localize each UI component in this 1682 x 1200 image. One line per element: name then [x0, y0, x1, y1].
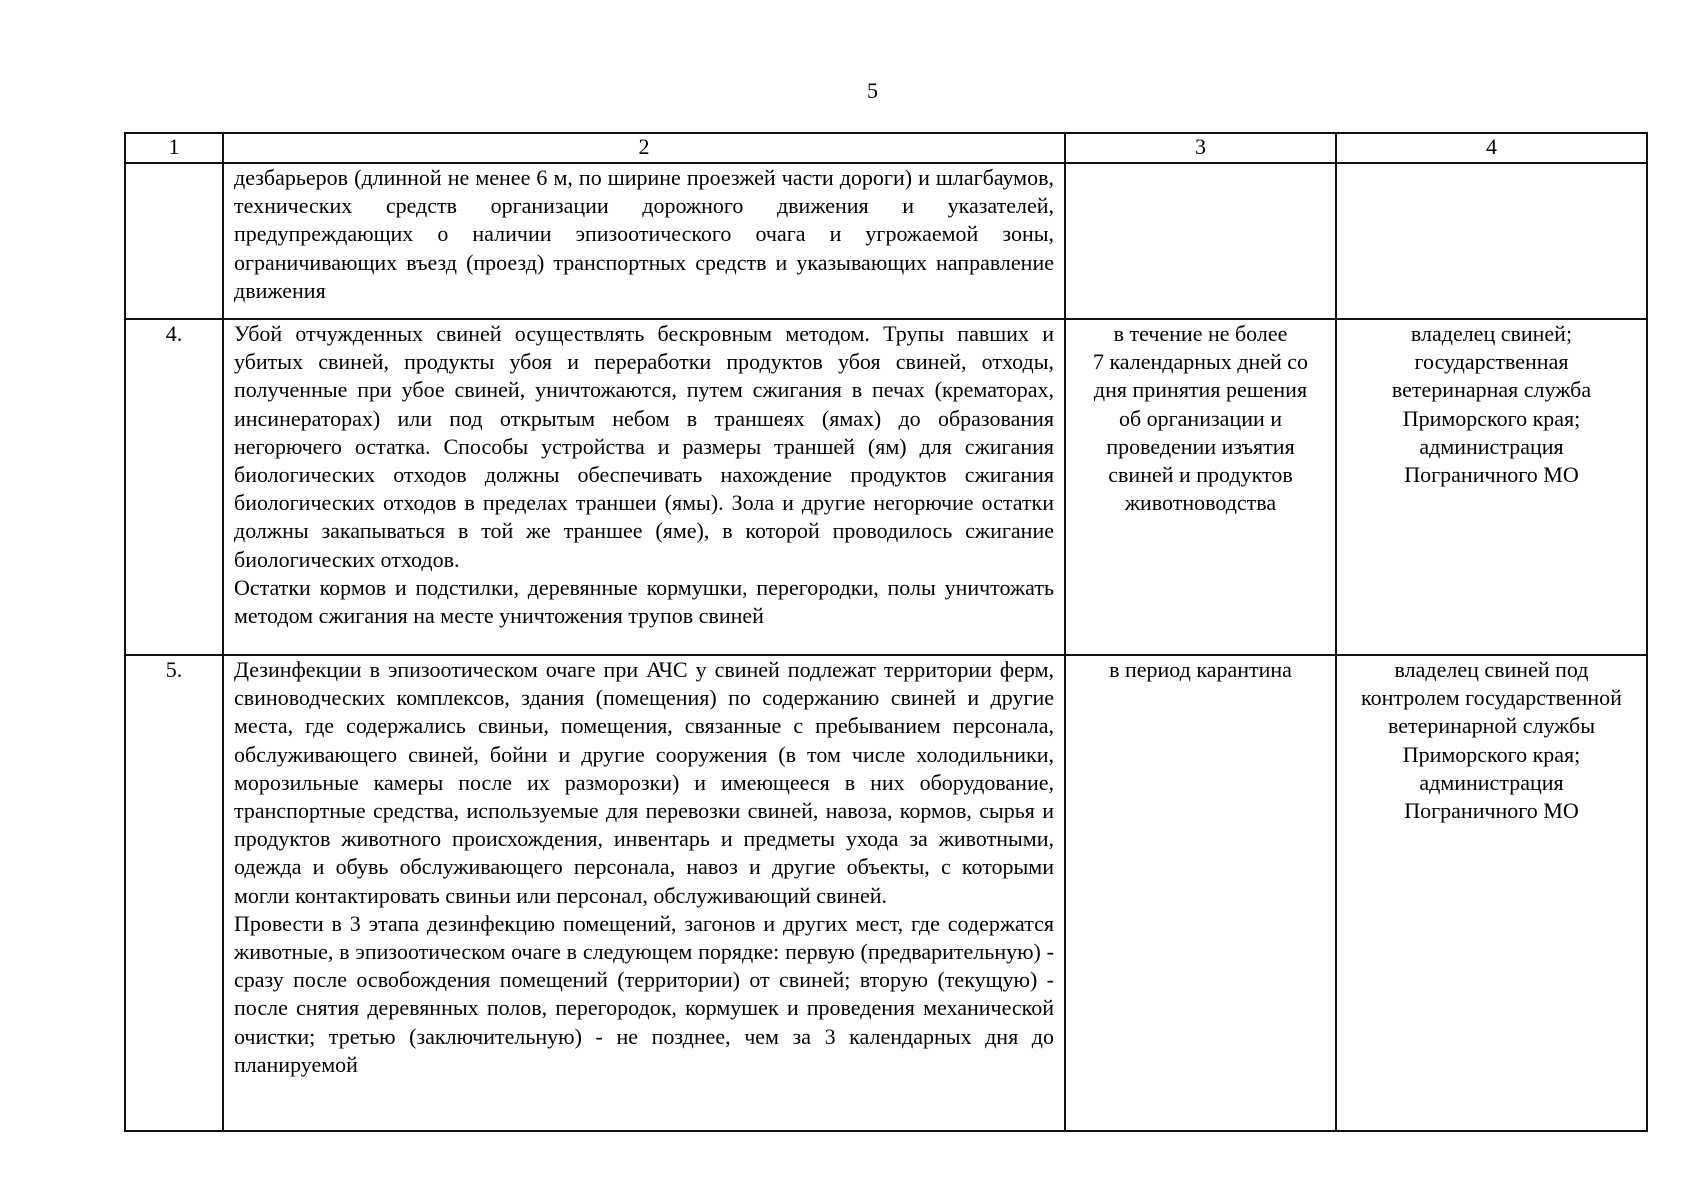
- responsible-line: владелец свиней под: [1394, 657, 1589, 682]
- measure-text-cell: [223, 163, 1065, 319]
- responsible-line: администрация: [1419, 433, 1564, 459]
- term-line: в период карантина: [1109, 657, 1292, 682]
- measure-paragraph: Дезинфекции в эпизоотическом очаге при АЧС у свиней подлежат территории ферм, свиноводческих комплексов, здания (помещения) по содержанию свиней и другие места, где содержались свиньи, помещения, связанные с пребыванием персонала, обслуживающего свиней, бойни и другие сооружения (в том числе холодильники, морозильные камеры после их разморозки) и имеющееся в них оборудование, транспортные средства, используемые для перевозки свиней, навоза, кормов, сырья и продуктов животного происхождения, инвентарь и предметы ухода за животными, одежда и обувь обслуживающего персонала, навоз и другие объекты, с которыми могли контактировать свиньи или персонал, обслуживающий свиней.: [234, 657, 1054, 908]
- measure-text-cell: [223, 655, 1065, 1131]
- table-header-row: [125, 133, 1647, 163]
- responsible-line: ветеринарная служба: [1391, 377, 1592, 403]
- row-number: 5.: [125, 655, 223, 1131]
- column-header-1: 1: [125, 133, 223, 163]
- responsible-line: Пограничного МО: [1404, 462, 1579, 488]
- term-line: животноводства: [1124, 490, 1277, 516]
- responsible-line: Пограничного МО: [1404, 798, 1579, 824]
- responsible-line: Приморского края;: [1402, 741, 1581, 767]
- term-cell: [1065, 655, 1336, 1131]
- column-header-3: 3: [1065, 133, 1336, 163]
- measure-paragraph: Провести в 3 этапа дезинфекцию помещений, загонов и других мест, где содержатся животные, в эпизоотическом очаге в следующем порядке: первую (предварительную) - сразу после освобождения помещений (территории) от свиней; вторую (текущую) - после снятия деревянных полов, перегородок, кормушек и проведения механической очистки; третью (заключительную) - не позднее, чем за 3 календарных дня до планируемой: [234, 910, 1054, 1077]
- responsible-cell: [1336, 163, 1647, 319]
- table-row: [125, 319, 1647, 655]
- row-number: [125, 163, 223, 319]
- responsible-line: государственная: [1414, 349, 1569, 375]
- responsible-line: администрация: [1419, 769, 1564, 795]
- table-row: [125, 163, 1647, 319]
- term-line: свиней и продуктов: [1108, 462, 1293, 488]
- responsible-line: ветеринарной службы: [1387, 713, 1596, 739]
- term-cell: [1065, 319, 1336, 655]
- responsible-cell: [1336, 319, 1647, 655]
- term-line: в течение не более: [1113, 321, 1288, 346]
- page-number: 5: [867, 78, 878, 103]
- table-row: [125, 655, 1647, 1131]
- term-cell: [1065, 163, 1336, 319]
- column-header-2: 2: [223, 133, 1065, 163]
- measure-text-cell: [223, 319, 1065, 655]
- responsible-cell: [1336, 655, 1647, 1131]
- measure-paragraph: Убой отчужденных свиней осуществлять бескровным методом. Трупы павших и убитых свиней, продукты убоя и переработки продуктов убоя свиней, отходы, полученные при убое свиней, уничтожаются, путем сжигания в печах (крематорах, инсинераторах) или под открытым небом в траншеях (ямах) до образования негорючего остатка. Способы устройства и размеры траншей (ям) для сжигания биологических отходов должны обеспечивать нахождение продуктов сжигания биологических отходов в пределах траншеи (ямы). Зола и другие негорючие остатки должны закапываться в той же траншее (яме), в которой проводилось сжигание биологических отходов.: [234, 321, 1054, 572]
- measure-paragraph: дезбарьеров (длинной не менее 6 м, по ширине проезжей части дороги) и шлагбаумов, технических средств организации дорожного движения и указателей, предупреждающих о наличии эпизоотического очага и угрожаемой зоны, ограничивающих въезд (проезд) транспортных средств и указывающих направление движения: [234, 165, 1054, 303]
- term-line: об организации и: [1118, 405, 1283, 431]
- measure-paragraph: Остатки кормов и подстилки, деревянные кормушки, перегородки, полы уничтожать методом сжигания на месте уничтожения трупов свиней: [234, 574, 1054, 629]
- term-line: дня принятия решения: [1093, 377, 1308, 403]
- measures-table: [124, 132, 1648, 1132]
- row-number: 4.: [125, 319, 223, 655]
- column-header-4: 4: [1336, 133, 1647, 163]
- term-line: 7 календарных дней со: [1092, 349, 1309, 375]
- responsible-line: Приморского края;: [1402, 405, 1581, 431]
- responsible-line: контролем государственной: [1361, 685, 1622, 711]
- responsible-line: владелец свиней;: [1410, 321, 1573, 346]
- term-line: проведении изъятия: [1106, 433, 1295, 459]
